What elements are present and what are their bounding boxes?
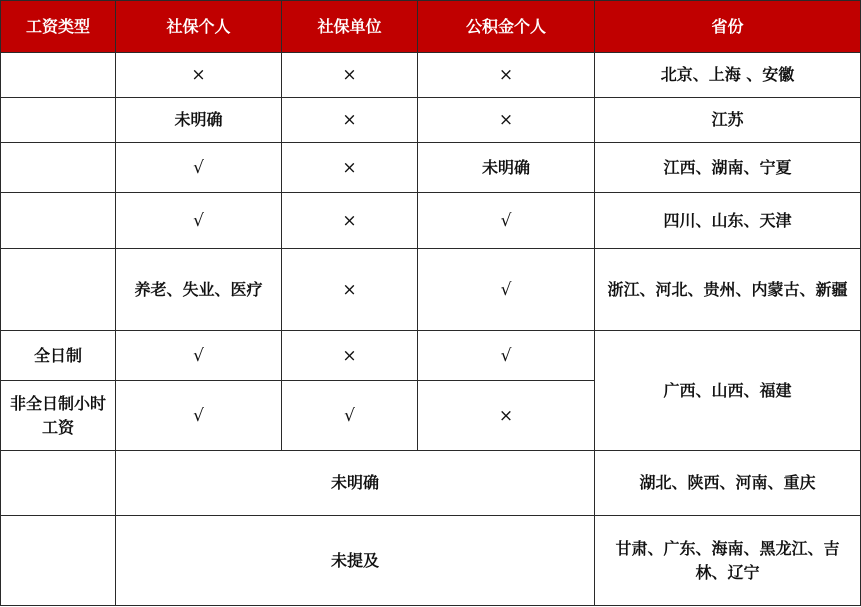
table-row bbox=[1, 331, 861, 381]
cell-social-personal: × bbox=[116, 53, 282, 98]
cell-social-employer: × bbox=[282, 53, 418, 98]
table-row bbox=[1, 193, 861, 249]
cell-wage-type bbox=[1, 98, 116, 143]
cell-social-personal: √ bbox=[116, 381, 282, 451]
cell-wage-type bbox=[1, 249, 116, 331]
cell-wage-type bbox=[1, 451, 116, 516]
cell-fund-personal: √ bbox=[418, 193, 595, 249]
table-row bbox=[1, 53, 861, 98]
cell-merged-status: 未提及 bbox=[116, 516, 595, 606]
header-province: 省份 bbox=[595, 1, 861, 53]
table-row bbox=[1, 516, 861, 606]
cell-provinces: 甘肃、广东、海南、黑龙江、吉林、辽宁 bbox=[595, 516, 861, 606]
cell-fund-personal: √ bbox=[418, 331, 595, 381]
header-row bbox=[1, 1, 861, 53]
cell-wage-type bbox=[1, 53, 116, 98]
cell-wage-type: 非全日制小时工资 bbox=[1, 381, 116, 451]
cell-social-employer: × bbox=[282, 331, 418, 381]
cell-provinces: 江苏 bbox=[595, 98, 861, 143]
cell-social-personal: 养老、失业、医疗 bbox=[116, 249, 282, 331]
table-row bbox=[1, 249, 861, 331]
header-fund-personal: 公积金个人 bbox=[418, 1, 595, 53]
cell-social-employer: √ bbox=[282, 381, 418, 451]
cell-wage-type bbox=[1, 193, 116, 249]
cell-social-personal: √ bbox=[116, 193, 282, 249]
header-wage-type: 工资类型 bbox=[1, 1, 116, 53]
cell-provinces: 广西、山西、福建 bbox=[595, 331, 861, 451]
cell-social-employer: × bbox=[282, 249, 418, 331]
cell-social-personal: 未明确 bbox=[116, 98, 282, 143]
cell-fund-personal: × bbox=[418, 381, 595, 451]
table-row bbox=[1, 143, 861, 193]
cell-provinces: 北京、上海 、安徽 bbox=[595, 53, 861, 98]
cell-social-personal: √ bbox=[116, 331, 282, 381]
cell-provinces: 湖北、陕西、河南、重庆 bbox=[595, 451, 861, 516]
header-social-personal: 社保个人 bbox=[116, 1, 282, 53]
cell-wage-type bbox=[1, 516, 116, 606]
cell-fund-personal: 未明确 bbox=[418, 143, 595, 193]
cell-social-employer: × bbox=[282, 193, 418, 249]
cell-merged-status: 未明确 bbox=[116, 451, 595, 516]
header-social-employer: 社保单位 bbox=[282, 1, 418, 53]
cell-social-employer: × bbox=[282, 143, 418, 193]
cell-provinces: 四川、山东、天津 bbox=[595, 193, 861, 249]
cell-wage-type: 全日制 bbox=[1, 331, 116, 381]
cell-fund-personal: √ bbox=[418, 249, 595, 331]
table-row bbox=[1, 451, 861, 516]
cell-provinces: 江西、湖南、宁夏 bbox=[595, 143, 861, 193]
cell-fund-personal: × bbox=[418, 98, 595, 143]
cell-fund-personal: × bbox=[418, 53, 595, 98]
table-row bbox=[1, 98, 861, 143]
cell-social-employer: × bbox=[282, 98, 418, 143]
cell-social-personal: √ bbox=[116, 143, 282, 193]
cell-provinces: 浙江、河北、贵州、内蒙古、新疆 bbox=[595, 249, 861, 331]
cell-wage-type bbox=[1, 143, 116, 193]
